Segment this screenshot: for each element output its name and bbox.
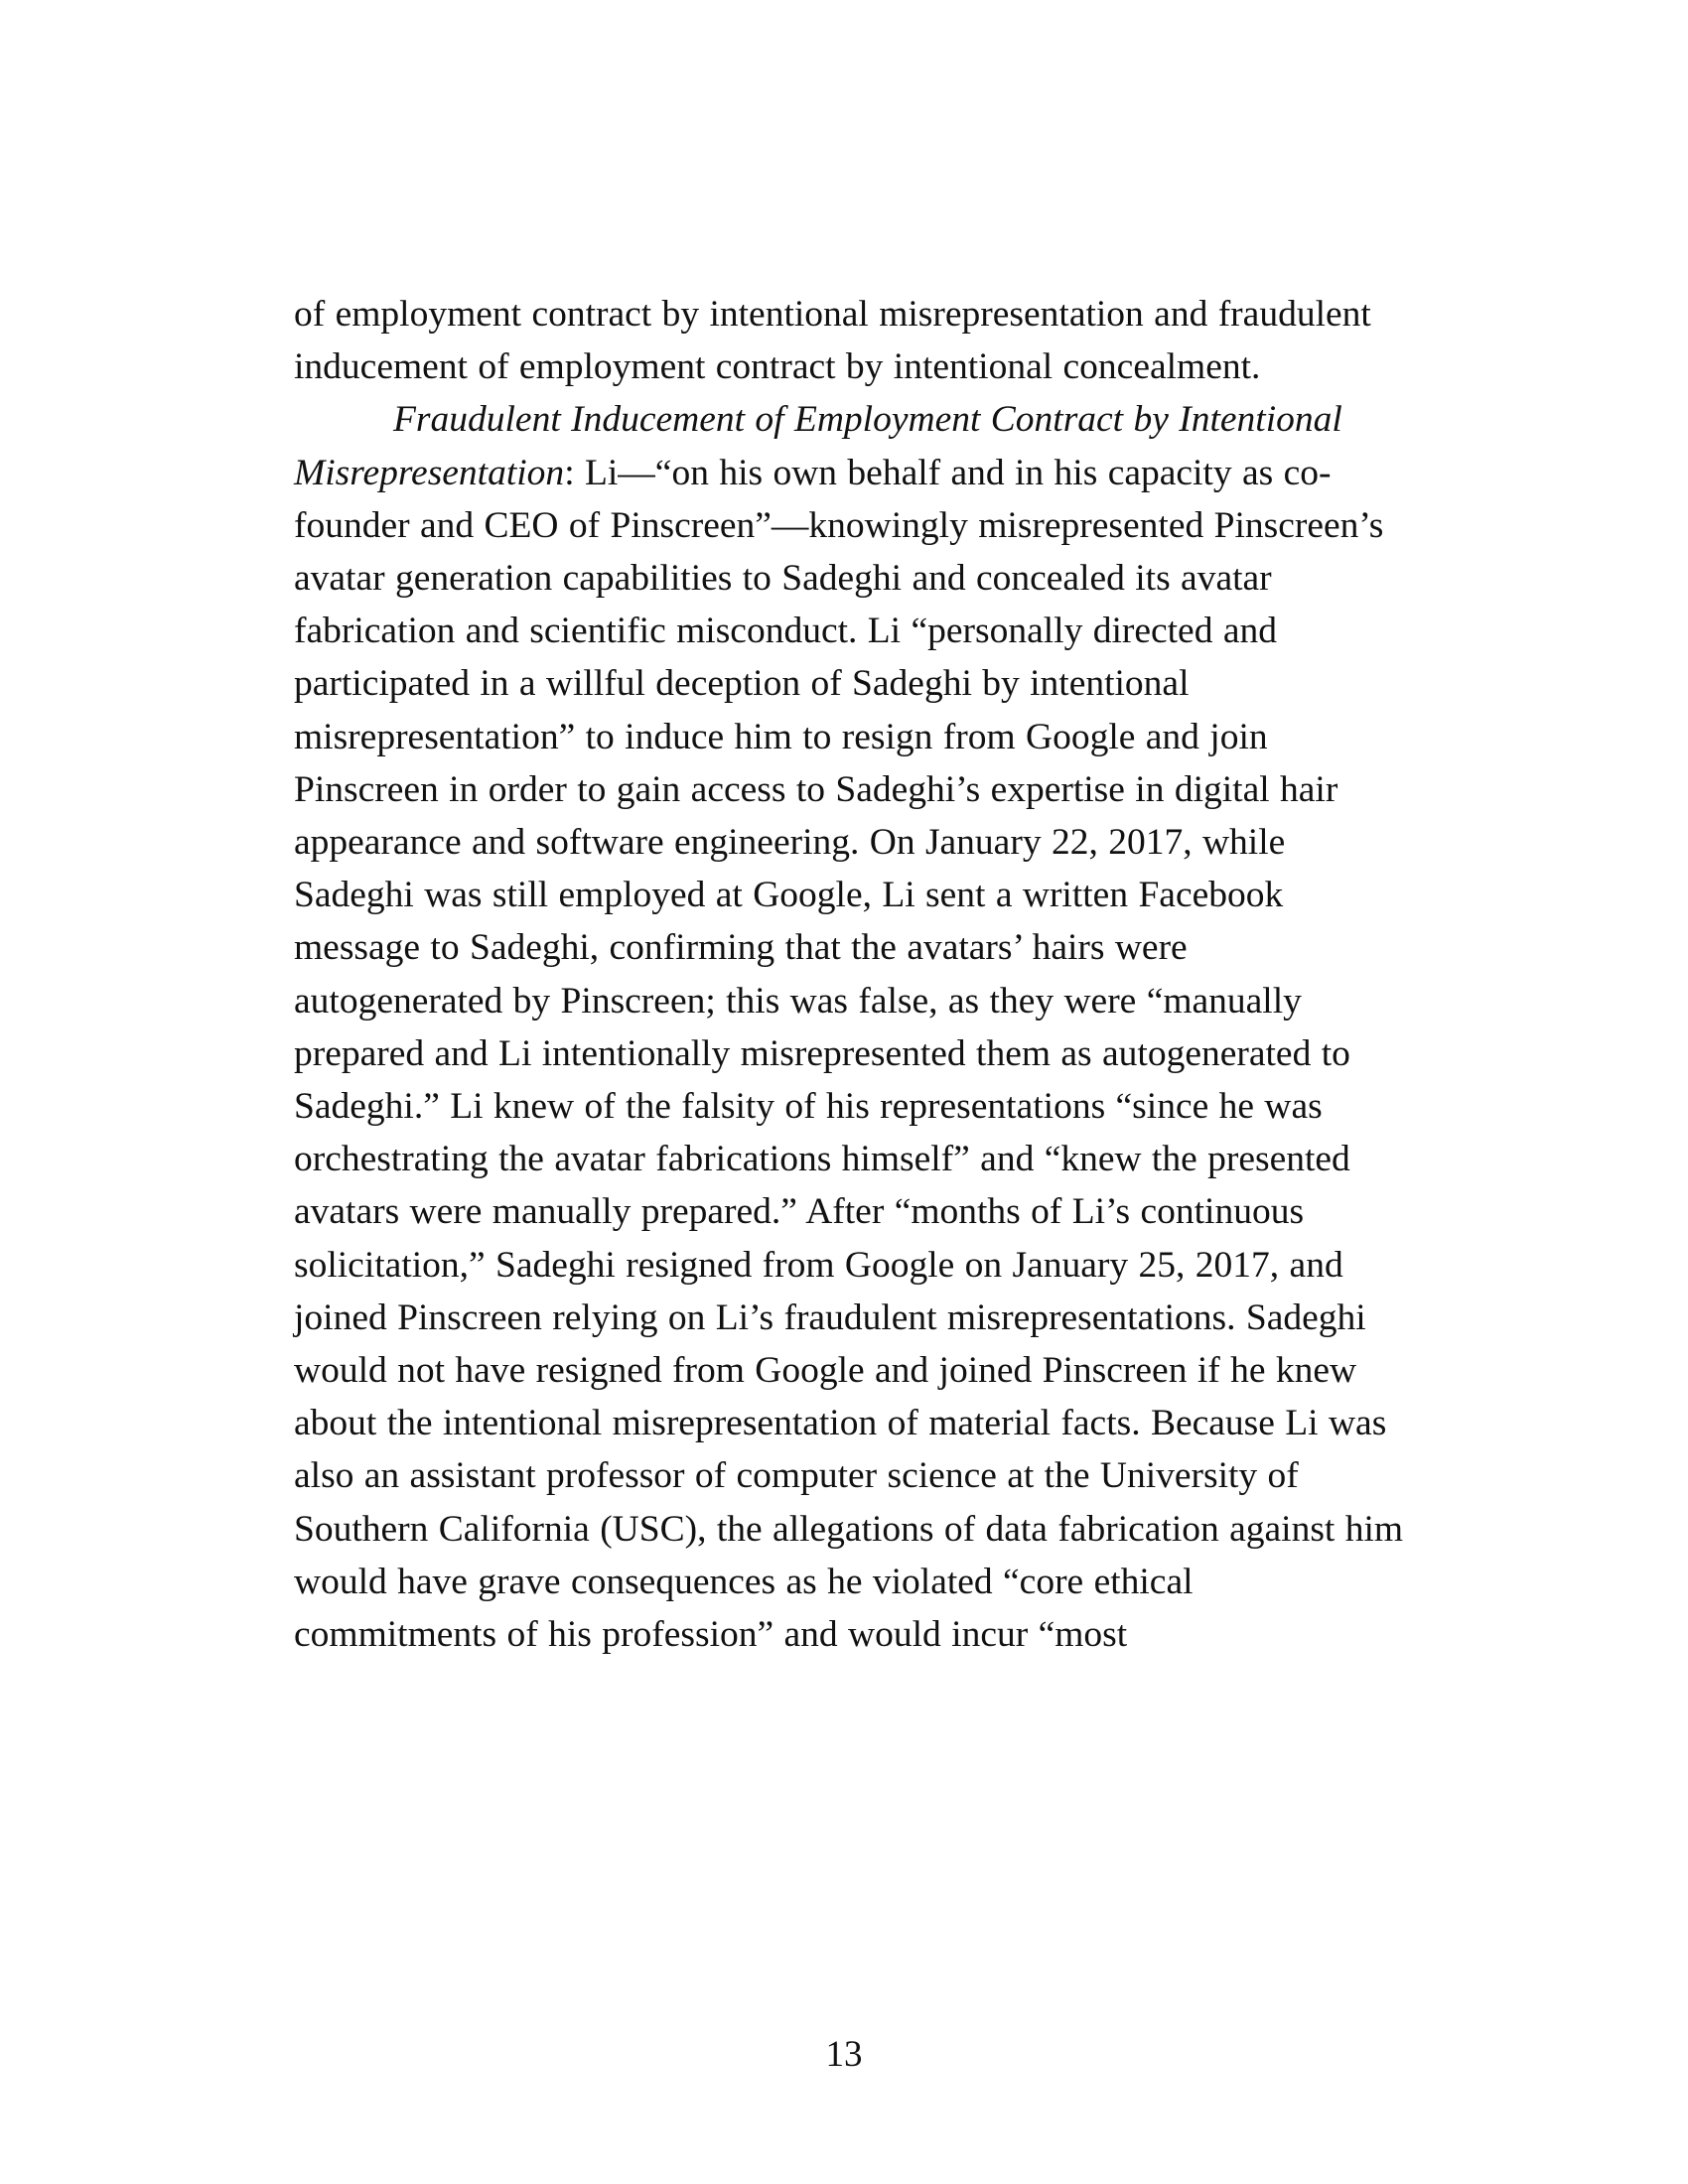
- claim-body-text: : Li—“on his own behalf and in his capacity as co-founder and CEO of Pinscreen”—knowingly misrepresented Pinscreen’s avatar generation capabilities to Sadeghi and concealed its avatar fabrication and scientific misconduct. Li “personally directed and participated in a willful deception of Sadeghi by intentional misrepresentation” to induce him to resign from Google and join Pinscreen in order to gain access to Sadeghi’s expertise in digital hair appearance and software engineering. On January 22, 2017, while Sadeghi was still employed at Google, Li sent a written Facebook message to Sadeghi, confirming that the avatars’ hairs were autogenerated by Pinscreen; this was false, as they were “manually prepared and Li intentionally misrepresented them as autogenerated to Sadeghi.” Li knew of the falsity of his representations “since he was orchestrating the avatar fabrications himself” and “knew the presented avatars were manually prepared.” After “months of Li’s continuous solicitation,” Sadeghi resigned from Google on January 25, 2017, and joined Pinscreen relying on Li’s fraudulent misrepresentations. Sadeghi would not have resigned from Google and joined Pinscreen if he knew about the intentional misrepresentation of material facts. Because Li was also an assistant professor of computer science at the University of Southern California (USC), the allegations of data fabrication against him would have grave consequences as he violated “core ethical commitments of his profession” and would incur “most: [294, 452, 1404, 1656]
- paragraph-fraudulent-inducement: [294, 393, 1406, 1661]
- page-number: 13: [825, 2034, 863, 2075]
- claim-heading-italic: Fraudulent Inducement of Employment Contract by Intentional Misrepresentation: [294, 399, 1342, 493]
- text-column: [294, 288, 1406, 1661]
- paragraph-continuation: of employment contract by intentional misrepresentation and fraudulent inducement of employment contract by intentional concealment.: [294, 294, 1371, 388]
